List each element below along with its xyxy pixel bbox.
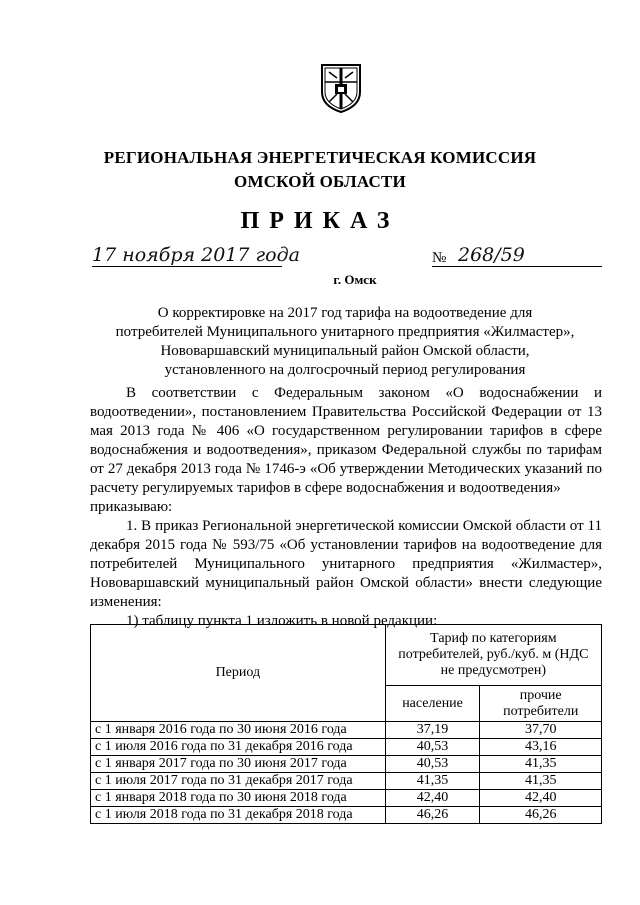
subitem-1-paragraph: 1) таблицу пункта 1 изложить в новой редакции: — [126, 613, 438, 629]
header-population: население — [385, 686, 480, 722]
subject-line: О корректировке на 2017 год тарифа на водоотведение для — [157, 305, 533, 321]
cell-period: с 1 января 2017 года по 30 июня 2017 года — [91, 756, 386, 773]
handwritten-number: 268/59 — [458, 244, 525, 266]
tariff-table — [90, 624, 602, 824]
handwritten-date: 17 ноября 2017 года — [92, 244, 300, 266]
document-type-title: ПРИКАЗ — [240, 208, 400, 234]
cell-population: 46,26 — [385, 807, 480, 824]
cell-population: 40,53 — [385, 739, 480, 756]
cell-period: с 1 января 2018 года по 30 июня 2018 года — [91, 790, 386, 807]
cell-period: с 1 июля 2018 года по 31 декабря 2018 года — [91, 807, 386, 824]
cell-period: с 1 июля 2017 года по 31 декабря 2017 года — [91, 773, 386, 790]
preamble-paragraph: В соответствии с Федеральным законом «О водоснабжении и водоотведении», постановлением Правительства Российской Федерации от 13 мая 2013 года № 406 «О государственном регулировании тарифов в сфере водоснабжения и водоотведения», приказом Федеральной службы по тарифам от 27 декабря 2013 года № 1746-э «Об утверждении Методических указаний по расчету регулируемых тарифов в сфере водоснабжения и водоотведения» — [90, 385, 602, 496]
subject-line: установленного на долгосрочный период регулирования — [164, 362, 526, 378]
cell-other: 46,26 — [480, 807, 602, 824]
cell-other: 42,40 — [480, 790, 602, 807]
cell-period: с 1 июля 2016 года по 31 декабря 2016 года — [91, 739, 386, 756]
header-period: Период — [91, 625, 386, 722]
table-header-row — [91, 625, 602, 686]
organization-name-line2: ОМСКОЙ ОБЛАСТИ — [234, 172, 406, 191]
cell-population: 42,40 — [385, 790, 480, 807]
date-underline — [92, 266, 282, 267]
cell-period: с 1 января 2016 года по 30 июня 2016 года — [91, 722, 386, 739]
number-underline — [432, 266, 602, 267]
subject-line: потребителей Муниципального унитарного предприятия «Жилмастер», — [115, 324, 575, 340]
table-row — [91, 807, 602, 824]
cell-other: 43,16 — [480, 739, 602, 756]
header-tariff: Тариф по категориям потребителей, руб./куб. м (НДС не предусмотрен) — [385, 625, 601, 686]
table-row — [91, 773, 602, 790]
order-word: приказываю: — [90, 499, 173, 515]
item-1-paragraph: 1. В приказ Региональной энергетической комиссии Омской области от 11 декабря 2015 года № 593/75 «Об установлении тарифов на водоотведение для потребителей Муниципального унитарного предприятия «Жилмастер», Нововаршавский муниципальный район Омской области» внести следующие изменения: — [90, 518, 602, 610]
document-subject — [90, 304, 600, 380]
table-row — [91, 790, 602, 807]
cell-other: 41,35 — [480, 773, 602, 790]
cell-population: 41,35 — [385, 773, 480, 790]
document-body — [90, 384, 602, 631]
cell-other: 37,70 — [480, 722, 602, 739]
table-row — [91, 739, 602, 756]
city-label: г. Омск — [333, 272, 377, 287]
table-row — [91, 756, 602, 773]
cell-population: 37,19 — [385, 722, 480, 739]
table-row — [91, 722, 602, 739]
cell-other: 41,35 — [480, 756, 602, 773]
header-other-consumers: прочие потребители — [480, 686, 602, 722]
subject-line: Нововаршавский муниципальный район Омской области, — [160, 343, 530, 359]
number-label: № — [432, 250, 447, 266]
cell-population: 40,53 — [385, 756, 480, 773]
coat-of-arms-emblem — [319, 62, 363, 114]
organization-name-line1: РЕГИОНАЛЬНАЯ ЭНЕРГЕТИЧЕСКАЯ КОМИССИЯ — [103, 148, 537, 167]
